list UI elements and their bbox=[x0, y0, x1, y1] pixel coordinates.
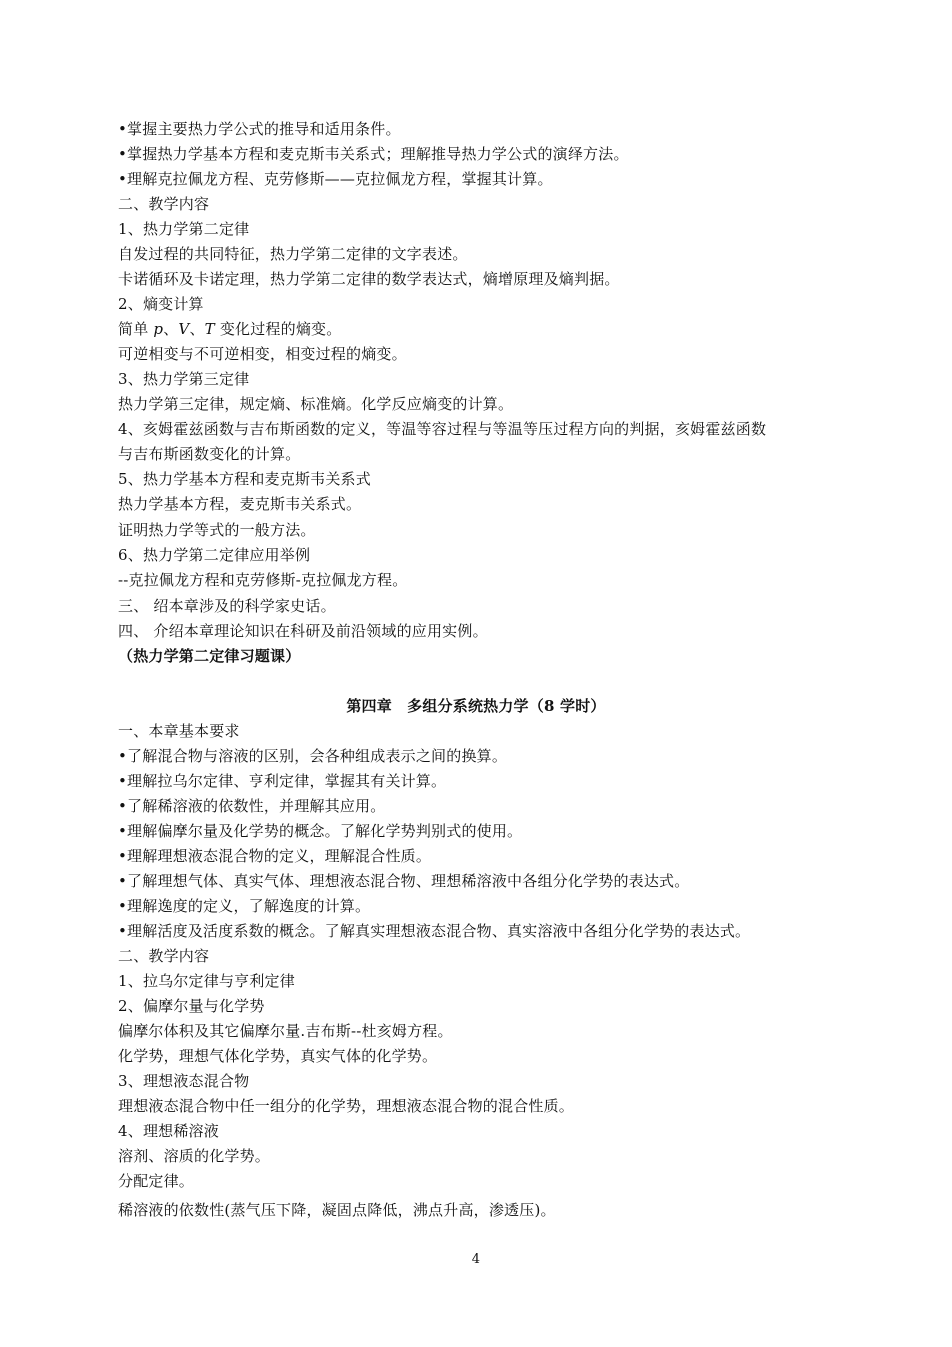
item-text: 4、亥姆霍兹函数与吉布斯函数的定义，等温等容过程与等温等压过程方向的判据，亥姆霍兹函数 bbox=[118, 420, 767, 438]
part-three: 三、 绍本章涉及的科学家史话。 bbox=[118, 597, 336, 615]
item-title: 3、理想液态混合物 bbox=[118, 1072, 250, 1090]
entropy-variables-line: 简单 p、V、T 变化过程的熵变。 bbox=[118, 320, 342, 338]
item-text: 溶剂、溶质的化学势。 bbox=[118, 1147, 271, 1165]
page-number: 4 bbox=[471, 1252, 481, 1267]
item-title: 1、热力学第二定律 bbox=[118, 220, 250, 238]
item-text: 自发过程的共同特征，热力学第二定律的文字表述。 bbox=[118, 245, 468, 263]
item-text: --克拉佩龙方程和克劳修斯-克拉佩龙方程。 bbox=[118, 571, 408, 589]
requirement-line: •理解逸度的定义，了解逸度的计算。 bbox=[118, 897, 371, 915]
item-title: 2、偏摩尔量与化学势 bbox=[118, 997, 265, 1015]
text-suffix: 变化过程的熵变。 bbox=[214, 320, 342, 338]
item-title: 4、理想稀溶液 bbox=[118, 1122, 219, 1140]
requirement-line: •理解偏摩尔量及化学势的概念。了解化学势判别式的使用。 bbox=[118, 822, 523, 840]
requirement-line: •理解理想液态混合物的定义，理解混合性质。 bbox=[118, 847, 432, 865]
item-text: 卡诺循环及卡诺定理，热力学第二定律的数学表达式，熵增原理及熵判据。 bbox=[118, 270, 620, 288]
content-heading: 二、教学内容 bbox=[118, 195, 210, 213]
item-title: 3、热力学第三定律 bbox=[118, 370, 250, 388]
item-text: 化学势，理想气体化学势，真实气体的化学势。 bbox=[118, 1047, 438, 1065]
item-title: 5、热力学基本方程和麦克斯韦关系式 bbox=[118, 470, 371, 488]
content-heading: 二、教学内容 bbox=[118, 947, 210, 965]
item-text: 与吉布斯函数变化的计算。 bbox=[118, 445, 301, 463]
requirement-line: •理解活度及活度系数的概念。了解真实理想液态混合物、真实溶液中各组分化学势的表达式。 bbox=[118, 922, 751, 940]
item-text: 可逆相变与不可逆相变，相变过程的熵变。 bbox=[118, 345, 407, 363]
requirement-line: •了解混合物与溶液的区别，会各种组成表示之间的换算。 bbox=[118, 747, 508, 765]
item-title: 2、熵变计算 bbox=[118, 295, 204, 313]
chapter-title: 第四章 多组分系统热力学（8 学时） bbox=[346, 697, 606, 715]
item-text: 热力学第三定律，规定熵、标准熵。化学反应熵变的计算。 bbox=[118, 395, 514, 413]
var-p: p bbox=[153, 320, 164, 338]
item-text: 分配定律。 bbox=[118, 1172, 195, 1190]
item-title: 6、热力学第二定律应用举例 bbox=[118, 546, 311, 564]
var-v: V bbox=[178, 320, 190, 338]
requirement-line: •了解稀溶液的依数性，并理解其应用。 bbox=[118, 797, 386, 815]
item-text: 理想液态混合物中任一组分的化学势，理想液态混合物的混合性质。 bbox=[118, 1097, 575, 1115]
part-four: 四、 介绍本章理论知识在科研及前沿领域的应用实例。 bbox=[118, 622, 488, 640]
requirement-line: •理解克拉佩龙方程、克劳修斯——克拉佩龙方程，掌握其计算。 bbox=[118, 170, 553, 188]
requirement-line: •理解拉乌尔定律、亨利定律，掌握其有关计算。 bbox=[118, 772, 447, 790]
requirement-line: •掌握主要热力学公式的推导和适用条件。 bbox=[118, 120, 401, 138]
item-text: 稀溶液的依数性(蒸气压下降，凝固点降低，沸点升高，渗透压)。 bbox=[118, 1201, 556, 1219]
item-text: 热力学基本方程，麦克斯韦关系式。 bbox=[118, 495, 362, 513]
item-text: 证明热力学等式的一般方法。 bbox=[118, 521, 316, 539]
exercise-note: （热力学第二定律习题课） bbox=[118, 647, 301, 665]
section-heading: 一、本章基本要求 bbox=[118, 722, 240, 740]
text-prefix: 简单 bbox=[118, 320, 154, 338]
item-text: 偏摩尔体积及其它偏摩尔量.吉布斯--杜亥姆方程。 bbox=[118, 1022, 453, 1040]
item-title: 1、拉乌尔定律与亨利定律 bbox=[118, 972, 295, 990]
requirement-line: •掌握热力学基本方程和麦克斯韦关系式；理解推导热力学公式的演绎方法。 bbox=[118, 145, 629, 163]
requirement-line: •了解理想气体、真实气体、理想液态混合物、理想稀溶液中各组分化学势的表达式。 bbox=[118, 872, 690, 890]
var-t: T bbox=[204, 320, 215, 338]
